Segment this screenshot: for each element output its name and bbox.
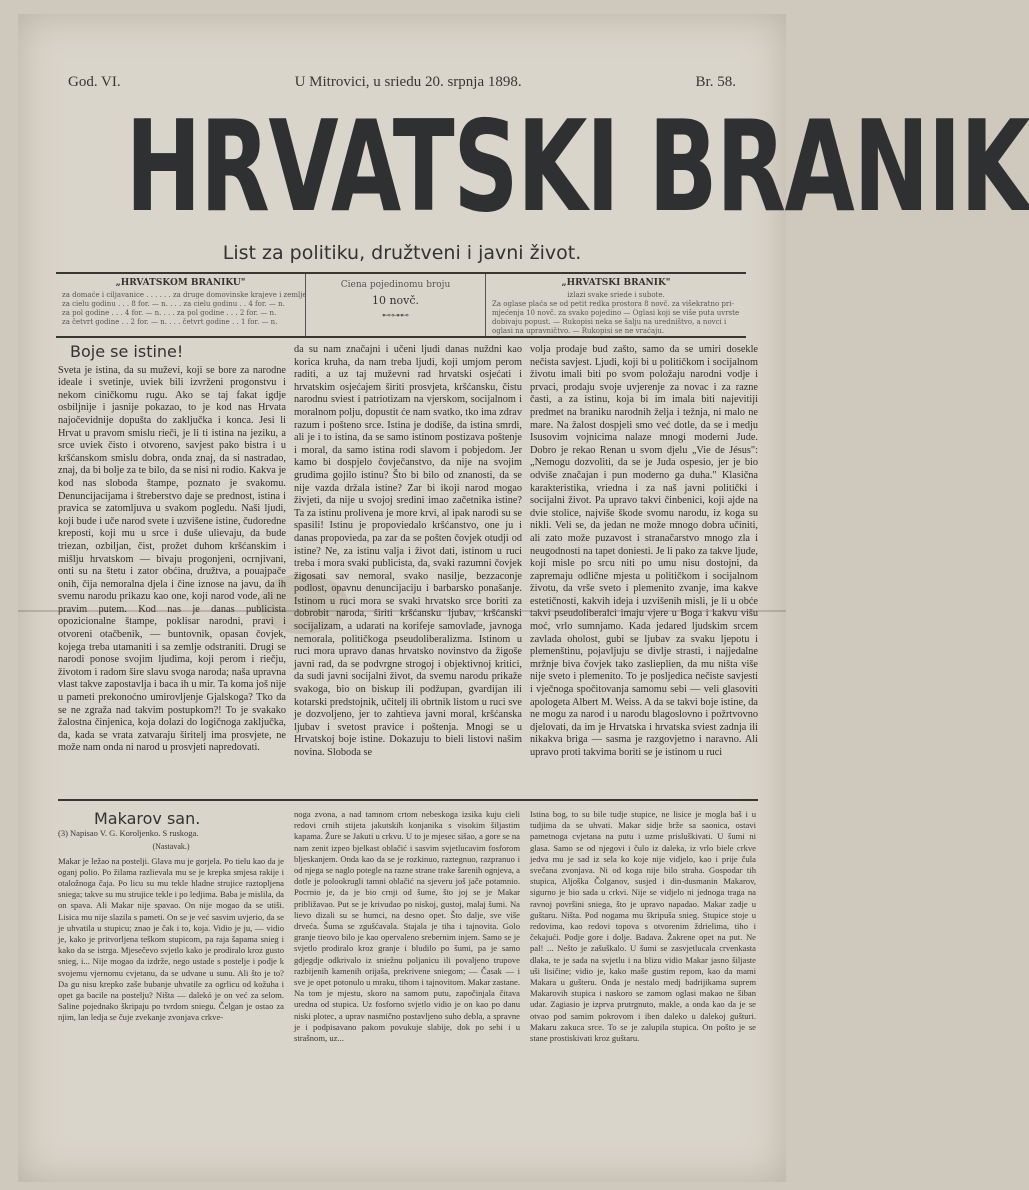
feuilleton-author: (3) Napisao V. G. Koroljenko. S ruskoga. [58,828,199,839]
article-column-3: volja prodaje bud zašto, samo da se umiri dosekle nečista savjest. Ljudi, koji bi u političkom i socijalnom životu imali biti po svom položaju narodni vodje i prvaci, prodaju svoje uvjerenje za novac i za razne časti, a za istinu, koja bi im imala biti najevitiji predmet na braniku narodnih želja i težnja, ni malo ne mare. Na žalost dospjeli smo već dotle, da se i medju Isusovim vojnicima nalaze mnogi moderni Jude. Dobro je rekao Renan u svom djelu „Vie de Jésus": „Nemogu dozvoliti, da se je Juda ospesio, jer je bio odviše značajan i pun moderno ga duha." Klasična karakteristika, vriedna i za naš javni politički i socijalni život. Pa upravo takvi činbenici, koji ajde na dvie stolice, najviše škode svomu narodu, iz koga su nikli. Veli se, da jedan ne može mnogo dobra učiniti, ali zato može puzavost i stranačarstvo mnogo zla i neugodnosti na tapet doniesti. Je li pako za takve ljude, koji misle po srcu niti po umu nisu dostojni, da zapremaju odlične mjesta u političkom i socijalnom životu, da vrše sveto i plemenito zvanje, ima kakve estetičnosti, kakvih ideja i uzvišenih misli, je li u obće takvi pseudoliberalci imaju vjere u Boga i kakvu višu moć, vrlo sumnjamo. Kada jedared ljudskim srcem zavlada oholost, gubi se ljubav za svaku ljepotu i plemenštinu, pojavljuju se divlje strasti, i najjedalne mržnje biva čovjek tako zaslieplien, da mu ništa više nije sveto i plemenito. To je posljedica nečiste savjesti i vječnoga spočitovanja samomu sebi — veli glasoviti apologeta Albert M. Weiss. A da se takvi boje istine, da ne mogu za narod i u narodu blagoslovno i požrtvovno djelovati, da im je Hrvatska i hrvatska sviest zadnja ili nikakva briga — sasma je razgovjetno i naravno. Ali upravo proti takvima boriti se je istinom u ruci [530,344,758,758]
article-title: Boje se istine! [70,342,184,361]
volume-year: God. VI. [68,74,121,90]
subscription-line: za domaće i ciljavanice . . . . . . za druge domovinske krajeve i zemlje [62,291,307,299]
masthead-subtitle: List za politiku, družtveni i javni život. [222,242,582,264]
feuilleton-column-3: Istina bog, to su bile tudje stupice, ne lisice je mogla baš i u tudjima da se uhvati. Makar sidje brže sa saonica, ostavi pametnoga cvjetana na putu i uzme prisluškivati. U šumi ni glasa. Samo se od njegovi i čulo iz daleka, iz vrlo biele crkve jedva mu je sad iz sela ko koje nije vidjelo, kao i prije čula svečana zvonjava. Ni od koga nije bilo straha. Gospodar tih stupica, Aljoška Čolganov, susjed i din-dusmanin Makarov, sigurno je bio sada u crkvi. Nije se vidjelo ni jednoga traga na ravnoj površini sniega, što je upravo napadao. Makar zadje u guštaru. Ništa. Pod nogama mu škripuša snieg. Stupice stoje u redovima, kao redovi topova s otvorenim ždrielima, tiho i čekajući. Podje gore i dolje. Badava. Žakrene opet na put. Ne pal! ... Nešto je zašuškalo. U šumi se zasvjetlucala crvenkasta dlaka, te je sada na svjetlu i na blizu vidio Makar jasno šiljaste uši lisičine; vidio je, kako maše gustim repom, kao da mami Makara u gušteru. Onda je nestalo medj badrijikama suprem Makarovih stupica i naskoro se zamom oglasi makao ne šiban udar. Zagiasio je izprva prutrgnuto, makle, a onda kao da je se otvao pod samim pokrovom i iben daleko u dalekoj gušturi. Makaru zakuca srce. To se je zalupila stupica. On pošto je se stane prostiskivati kroz guštaru. [530,809,756,1044]
publication-heading: „HRVATSKI BRANIK" [561,278,671,288]
article-column-1 [58,344,286,784]
ads-line: mjećenja 10 novč. za svako pojedino — Oglasi koji se više puta uvrste [492,309,740,317]
subscription-prices [56,274,306,336]
single-issue-price: Ciena pojedinomu broju 10 novč. ⊷⊶⊷ [306,274,486,336]
feuilleton-column-1 [58,809,284,1169]
newspaper-page [18,14,1029,1182]
dateline [68,74,736,91]
subscription-line: za četvrt godine . . 2 for. — n. . . . četvrt godine . . 1 for. — n. [62,318,278,326]
feuilleton-column-2: noga zvona, a nad tamnom crtom nebeskoga izsika kuju cieli redovi crnih stijeta jakutskih konjanika s visokim šiljastim kapama. Žure se Jakuti u crkvu. U to je mjesec sišao, a gore se na nam zenit izpeo bjelkast oblačić i sasvim svjetlucavim fosforom bljeskanjem. Onda kao da se je rozkinuo, raztegnuo, razpranuo i od njega se naglo potegle na razne strane trake šarenih ognjeva, a dotle je polookrugli tamni oblačić na sjeveru još jače potamnio. Pocrnio je, da je bio crnji od šume, što joj se je Makar približavao. Put se je krivudao po niskoj, gustoj, malaj šumi. Na lievo dizali su se humci, na desno opet. Što dalje, sve više drveća. Šuma se zgušćavala. Stajala je tiha i tajnovita. Golo granje tieovo bilo je kao opervaleno srebernim injem. Samo se je svjetlo prodiralo kroz granje i bludilo po šumi, pa je samo gdjegdje odkrivalo iz sniežnu poljanicu ili povaljeno trupove razbijenih kamenih orijaša, prekrivene sniegom; — Časak — i sve je opet potonulo u mraku, tihom i tajnovitom. Makar zastane. Na tom je mjestu, skoro na samom putu, započinjala čitava uredna od stupica. Uz fosforno svjetlo vidio je on kao po danu niski plotec, a uprav nasmično postavljeno suho debla, a spravne je i podpisavano pakom povukuje slabije, dok po sebi i u strašnom, uz... [294,809,520,1044]
feuilleton-continued: (Nastavak.) [152,842,190,852]
masthead-title: HRVATSKI BRANIK [125,93,1029,240]
ads-line: dobivaju popust. — Rukopisi neka se šalju na uredništvo, a novci i [492,318,727,326]
publication-schedule: izlazi svake sriede i subote. [567,291,665,299]
place-date: U Mitrovici, u sriedu 20. srpnja 1898. [294,74,522,90]
feuilleton-section [58,809,758,1169]
subscription-info-bar [56,272,746,338]
ads-line: Za oglase plaća se od petit redka prostora 8 novč. za višekratno pri- [492,300,734,308]
section-divider [58,799,758,801]
article-column-2: da su nam značajni i učeni ljudi danas nuždni kao korica kruha, da nam treba ljudi, koji umjom perom raditi, a uz taj muževni rad hrvatski osjećati i hrvatskim osjećajem širiti prosvjeta, kršćansku, čistu narodnu sviest i patriotizam na vjerskom, socijalnom i moralnom polju, dopustit će nam svatko, tko ima zdrav razum i pošteno srce. Istina je dodiše, da istina smrdi, ali je i to istina, da se samo istinom postizava poštenje i moral, da samo istina rodi slavom i pobjedom. Jer kamo bi dospjelo čovječanstvo, da nije na svojim grudima gojilo istinu? Što bi bilo od znanosti, da se nije vazda držala istine? Zar bi ikoji narod mogao živjeti, da nije u svojoj sredini imao začetnika istine? Ta za istinu prolivena je more krvi, al ipak narodi su se spasili! Istinu je propoviedalo kršćanstvo, one ju i danas propovieda, pa zar da se pošten čovjek otudji od istine? Ne, za istinu valja i život dati, istinom u ruci treba i mora svaki publicista, da, svaki razumni čovjek žigosati sav nemoral, svako nasilje, bezzaconje podlost, opavnu denuncijaciju i barbarsko ponašanje. Istinom u ruci mora se svaki hrvatsko srce boriti za dobrobit naroda, širiti kršćansku ljubav, kršćanski socijalizam, a udarati na korifeje samovlađe, javnoga nemorala, političkoga pseudoliberalizma. Istinom u ruci mora upravo danas hrvatsko novinstvo da žigoše javni rad, da se podvrgne strogoj i objektivnoj kritici, da sudi javni socijalni život, da svemu narodu prikaže svakoga, bio on biskup ili podžupan, gvardijan ili kotarski predstojnik, učitelj ili obrtnik listom u ruci sve je dozvoljeno, jer to zahtieva javni moral, kršćanska ljubav i svetost pravice i poštenja. Mnogi se u Hrvatskoj boje istine. Dokazuju to bieli listovi našim novina. Sloboda se [294,344,522,758]
subscription-line: za cielu godinu . . . 8 for. — n. . . . za cielu godinu . . 4 for. — n. [62,300,285,308]
lead-article [58,344,758,784]
issue-number: Br. 58. [695,74,736,90]
publication-info [486,274,746,336]
subscription-line: za pol godine . . . 4 for. — n. . . . za pol godine . . . 2 for. — n. [62,309,277,317]
feuilleton-title: Makarov san. [94,809,201,828]
article-text: Sveta je istina, da su muževi, koji se bore za narodne ideale i svetinje, uviek bili izvrženi progonstvu i nekom ciničkomu rugu. Ako se taj fakat igdje osbiljnije i jasnije pokazao, to je kod nas Hrvata najočevidnije dopušta do zaključka i konca. Jesi li Hrvat u pravom smislu rieči, je li ti istina na jeziku, a srce uviek čisto i otvoreno, savjest pako bistra i u kršćanskom smislu dobra, onda znaj, da si nastradao, znaj, da bi bolje za te bilo, da se nisi ni rodio. Kakva je kod nas sloboda štampe, poznato je svakomu. Denuncijacijama i štreberstvo daje se prednost, istina i pravica se zatomljuva u svakom pogledu. Naši ljudi, koji bude i uče narod svete i uzvišene istine, čudoredne kreposti, koji mu u srce i duše ulievaju, da bude triezan, ozbiljan, čist, prožet duhom kršćanskim i mišlju hrvatskom — bivaju progonjeni, ocrnjivani, onti su na štetu i zator obćina, družtva, a pouajpače onih, čija nemoralna djela i čine iznose na javu, da ih svemu narodu prikazu kao one, koji narod vode, ali ne pravim putem. Kod nas je danas publicista opozicionalne štampe, poklisar narodni, pravi i otvoreni otačbenik, — buntovnik, opasan čovjek, kojega treba utamaniti i sa zemlje odstraniti. Drugi se narodi ponose svojim ljudima, koji perom i riečju, životom i radom šire slavu svoga naroda; naša upravna vlast takve zapostavlja i baca ih u mir. Ta koma još nije u pameti prekonoćno umirovljenje Gjalskoga? Tko da se ne zgraža nad takvim postupkom?! To je svakako žalostna činjenica, koja dolazi do logičnoga zaključka, da, kada se vrata zatvaraju širitelj ima prosvjete, ne može nam onda ni narod u prosvjeti napredovati. [58,364,286,754]
ads-line: oglasi na upravničtvo. — Rukopisi se ne vraćaju. [492,327,665,335]
feuilleton-text: Makar je ležao na postelji. Glava mu je gorjela. Po tielu kao da je oganj polio. Po žilama razlievala mu se je krepka smjesa rakije i otaložnoga čaja. Po licu su mu tekle hladne strujice raztopljena sniega; takve su mu strujice tekle i po ledjima. Baba je mislila, da on spava. Ali Makar nije spavao. On nije mogao da se utiši. Lisica mu nije slazila s pameti. On se je već sasvim uvjerio, da se je uhvatila u stupicu; znao je čak i to, koja. Vidio je ju, — vidio je, kako je pritvorljena teškom stupicom, pa raja šapama snieg i kako da se istrga. Mjesečevo svjetlo kako je prodiralo kroz gusto snieg, i... Nije mogao da izdrže, nego ustade s postelje i podje k svojemu vjernomu cvjetanu, da se udvane u sunu. Ali što je to? Da gu nisu krepko zaše bubanje uhvatile za ogrlicu od kožuha i opet ga bacile na postelju? Ništa — dalekó je on već za selom. Saline pojednako škripaju po tvrdom sniegu. Čelgan je ostao za njim, lan ledja se čuje zvekanje zvonjava crkve- [58,855,284,1023]
price-value: 10 novč. [371,294,420,307]
subscription-heading: „HRVATSKOM BRANIKU" [115,278,246,288]
price-label: Ciena pojedinomu broju [340,280,451,290]
